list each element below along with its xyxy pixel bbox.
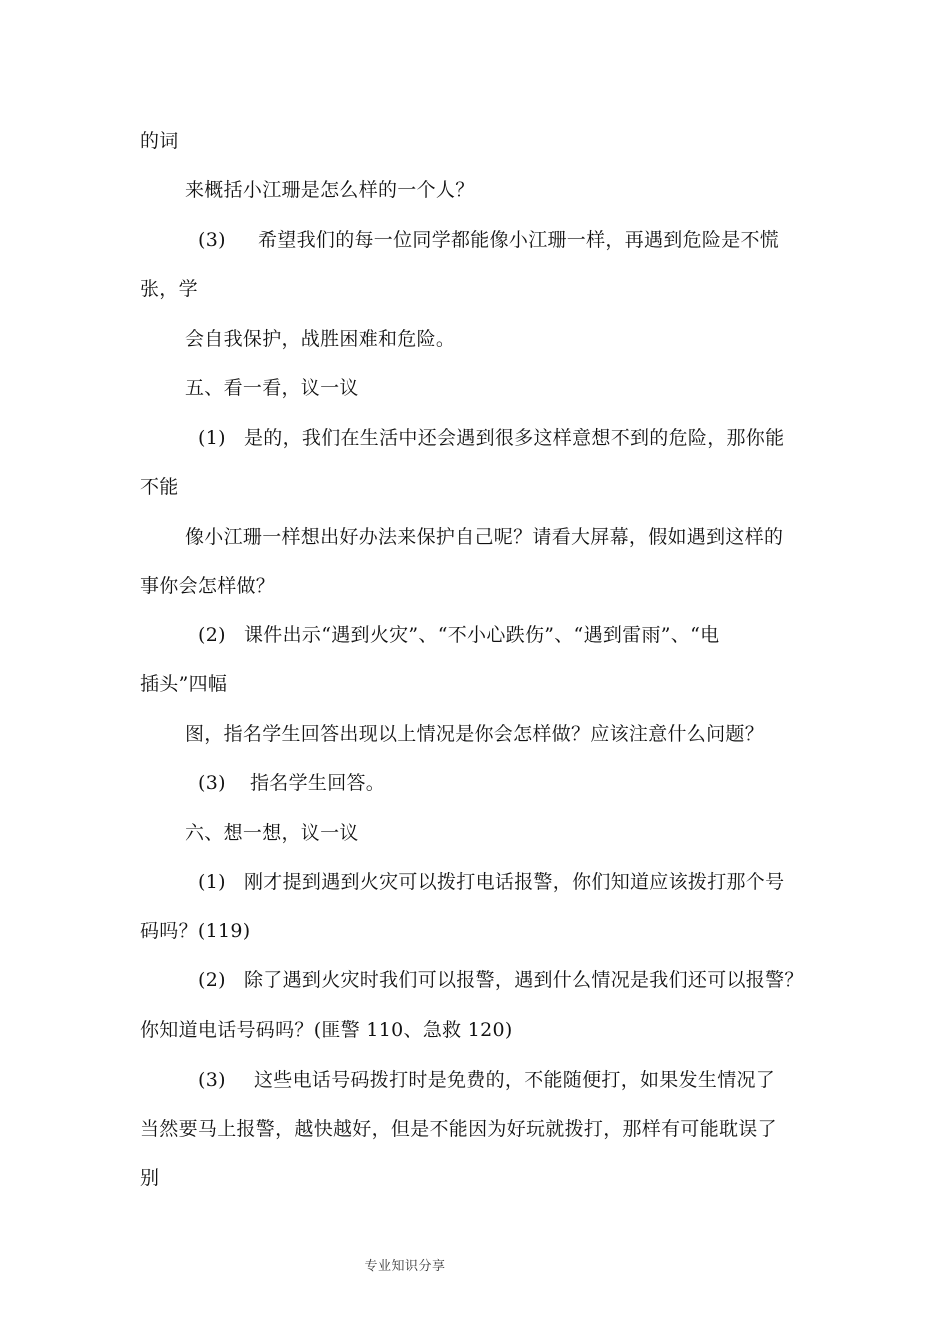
item-text: 除了遇到火灾时我们可以报警，遇到什么情况是我们还可以报警？ [244, 969, 804, 991]
text-line: 你知道电话号码吗？(匪警 110、急救 120) [140, 1019, 513, 1041]
text-line: 来概括小江珊是怎么样的一个人？ [185, 179, 475, 201]
numbered-line [198, 1067, 775, 1093]
page-footer: 专业知识分享 [364, 1259, 446, 1274]
text-line: 别 [140, 1167, 160, 1189]
numbered-line [198, 770, 385, 796]
item-text: 希望我们的每一位同学都能像小江珊一样，再遇到危险是不慌 [258, 229, 780, 251]
item-text: 这些电话号码拨打时是免费的，不能随便打，如果发生情况了 [254, 1069, 776, 1091]
item-number: (3) [198, 1069, 226, 1091]
item-number: (3) [198, 229, 226, 251]
item-number: (2) [198, 624, 226, 646]
text-line: 事你会怎样做？ [140, 575, 276, 597]
item-text: 刚才提到遇到火灾可以拨打电话报警，你们知道应该拨打那个号 [244, 871, 785, 893]
item-text: 课件出示“遇到火灾”、“不小心跌伤”、“遇到雷雨”、“电 [244, 624, 720, 646]
item-text: 是的，我们在生活中还会遇到很多这样意想不到的危险，那你能 [244, 427, 785, 449]
text-line: 码吗？(119) [140, 920, 251, 942]
text-line: 图，指名学生回答出现以上情况是你会怎样做？应该注意什么问题？ [185, 723, 765, 745]
text-line: 插头”四幅 [140, 673, 228, 695]
numbered-line [198, 869, 784, 895]
text-line: 当然要马上报警，越快越好，但是不能因为好玩就拨打，那样有可能耽误了 [140, 1118, 777, 1140]
item-text: 指名学生回答。 [250, 772, 386, 794]
numbered-line [198, 227, 779, 253]
section-heading: 五、看一看，议一议 [185, 377, 359, 399]
item-number: (2) [198, 969, 226, 991]
text-line: 像小江珊一样想出好办法来保护自己呢？请看大屏幕，假如遇到这样的 [185, 526, 784, 548]
numbered-line [198, 622, 719, 648]
text-line: 会自我保护，战胜困难和危险。 [185, 328, 456, 350]
text-line: 不能 [140, 476, 179, 498]
text-line: 的词 [140, 130, 179, 152]
item-number: (3) [198, 772, 226, 794]
text-line: 张，学 [140, 278, 198, 300]
item-number: (1) [198, 871, 226, 893]
numbered-line [198, 967, 804, 993]
item-number: (1) [198, 427, 226, 449]
section-heading: 六、想一想，议一议 [185, 822, 359, 844]
numbered-line [198, 425, 784, 451]
